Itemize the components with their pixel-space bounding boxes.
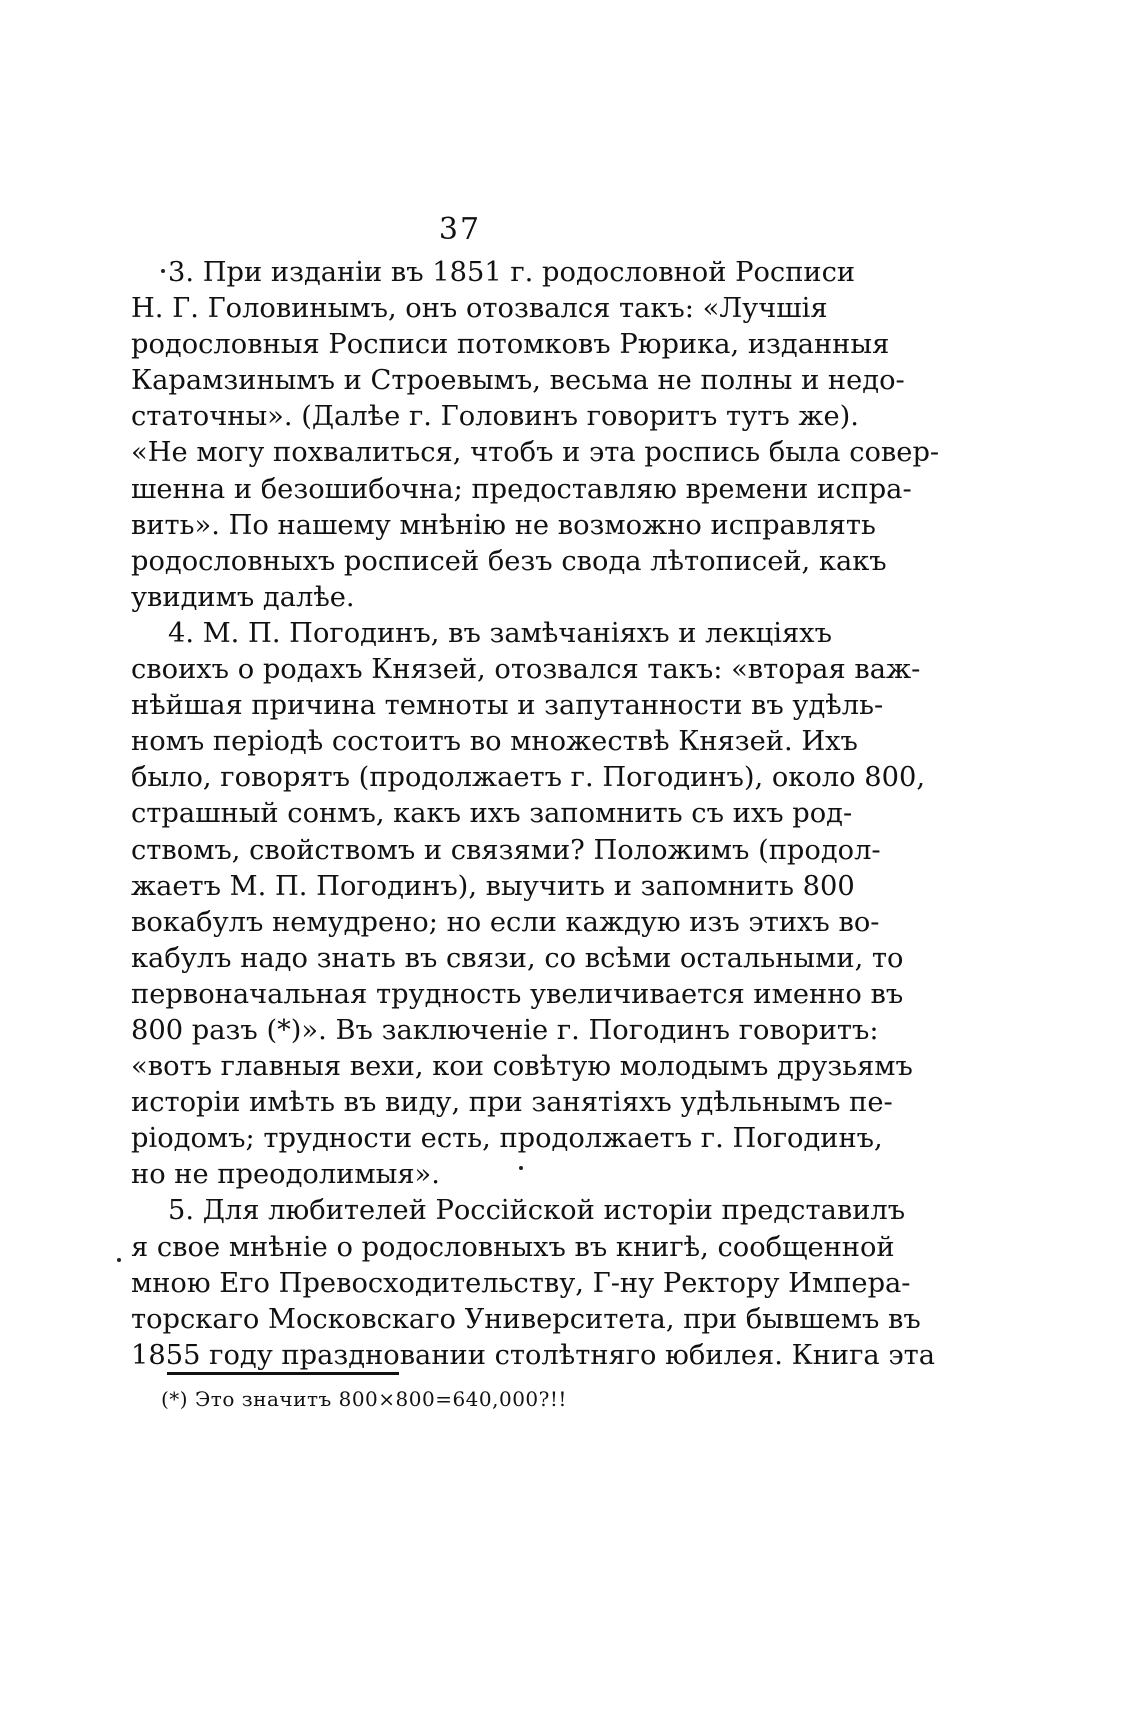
paragraph-5-line: 1855 году праздновании столѣтняго юбилея. Книга эта [131, 1339, 936, 1371]
paragraph-4-line: исторіи имѣть въ виду, при занятіяхъ удѣльнымъ пе- [131, 1087, 893, 1119]
paragraph-4-line: своихъ о родахъ Князей, отозвался такъ: «вторая важ- [131, 654, 921, 686]
paragraph-3-line: Н. Г. Головинымъ, онъ отозвался такъ: «Лучшія [131, 293, 828, 325]
scan-speck [161, 269, 165, 273]
paragraph-4-line: номъ періодѣ состоитъ во множествѣ Князей. Ихъ [131, 726, 858, 758]
scan-speck [519, 1166, 523, 1170]
paragraph-3-line: 3. При изданіи въ 1851 г. родословной Росписи [168, 257, 856, 288]
scan-speck [117, 1258, 121, 1262]
paragraph-3-line: родословныя Росписи потомковъ Рюрика, изданныя [131, 329, 890, 361]
paragraph-4-line: было, говорятъ (продолжаетъ г. Погодинъ), около 800, [131, 762, 926, 794]
paragraph-4-line: вокабулъ немудрено; но если каждую изъ этихъ во- [131, 906, 880, 938]
paragraph-3-line: «Не могу похвалиться, чтобъ и эта роспись была совер- [131, 437, 940, 469]
paragraph-5-line: мною Его Превосходительству, Г-ну Ректору Импера- [131, 1267, 911, 1299]
body-text [131, 255, 940, 1374]
paragraph-4-line: но не преодолимыя». [131, 1159, 440, 1191]
paragraph-4-line: 800 разъ (*)». Въ заключеніе г. Погодинъ говоритъ: [131, 1014, 879, 1046]
paragraph-5-line: 5. Для любителей Россійской исторіи представилъ [168, 1195, 906, 1227]
paragraph-4-line: жаетъ М. П. Погодинъ), выучить и запомнить 800 [131, 870, 855, 902]
paragraph-4-line: 4. М. П. Погодинъ, въ замѣчаніяхъ и лекціяхъ [168, 617, 832, 649]
paragraph-3-line: родословныхъ росписей безъ свода лѣтописей, какъ [131, 545, 887, 577]
paragraph-3-line: увидимъ далѣе. [131, 581, 355, 613]
paragraph-3-line: вить». По нашему мнѣнію не возможно исправлять [131, 509, 876, 541]
paragraph-4-line: ріодомъ; трудности есть, продолжаетъ г. Погодинъ, [131, 1123, 883, 1155]
paragraph-4-line: страшный сонмъ, какъ ихъ запомнить съ ихъ род- [131, 798, 853, 830]
paragraph-5-line: торскаго Московскаго Университета, при бывшемъ въ [131, 1303, 921, 1335]
paragraph-4-line: кабулъ надо знать въ связи, со всѣми остальными, то [131, 942, 904, 974]
paragraph-3-line: Карамзинымъ и Строевымъ, весьма не полны и недо- [131, 365, 905, 397]
paragraph-4-line: первоначальная трудность увеличивается именно въ [131, 978, 904, 1010]
paragraph-4-line: нѣйшая причина темноты и запутанности въ удѣль- [131, 690, 884, 722]
paragraph-5-line: я свое мнѣніе о родословныхъ въ книгѣ, сообщенной [131, 1231, 895, 1263]
footnote: (*) Это значитъ 800×800=640,000?!! [161, 1387, 567, 1411]
paragraph-3-line: шенна и безошибочна; предоставляю времени испра- [131, 473, 912, 505]
paragraph-4-line: «вотъ главныя вехи, кои совѣтую молодымъ друзьямъ [131, 1051, 913, 1083]
paragraph-3-line: статочны». (Далѣе г. Головинъ говоритъ тутъ же). [131, 401, 859, 433]
page-number: 37 [438, 212, 482, 247]
footnote-divider [167, 1372, 399, 1375]
paragraph-4-line: ствомъ, свойствомъ и связями? Положимъ (продол- [131, 834, 881, 866]
